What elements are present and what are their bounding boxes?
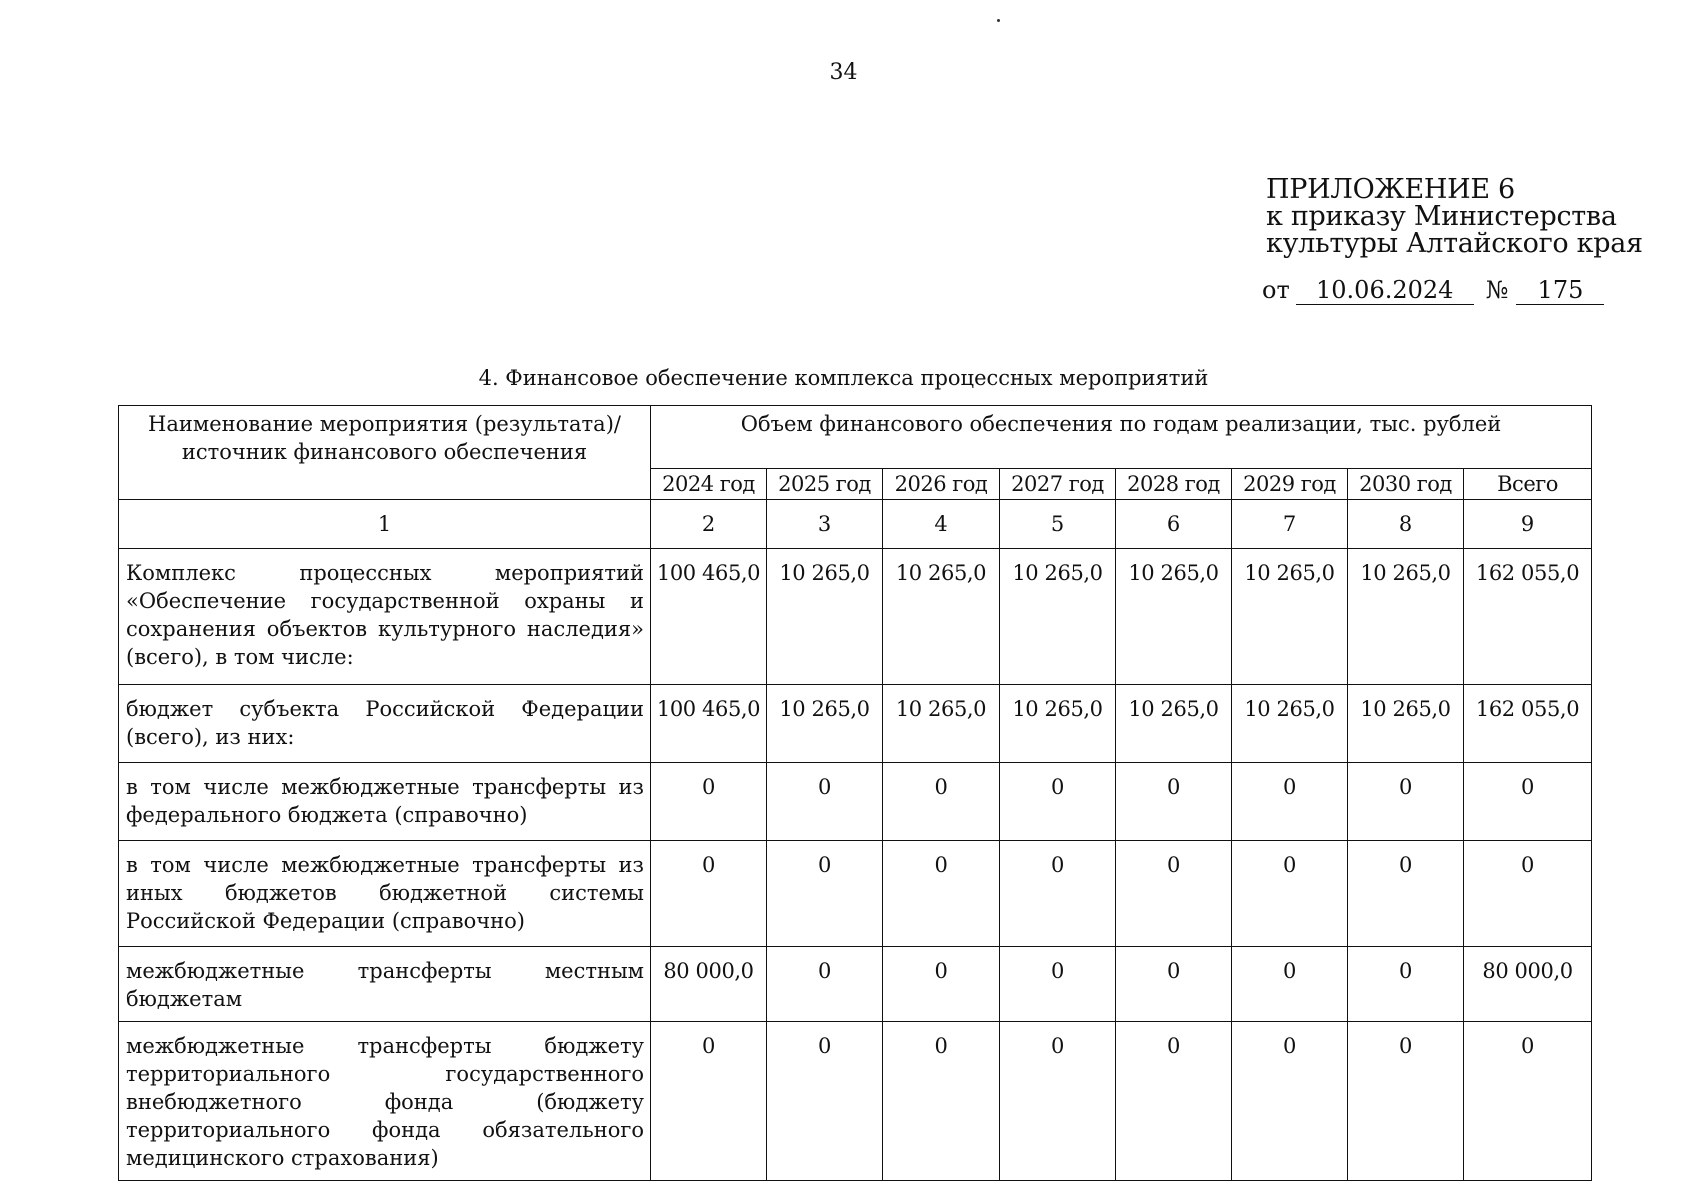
row-total: 80 000,0: [1464, 947, 1592, 1022]
row-value: 10 265,0: [1000, 549, 1116, 685]
row-value: 10 265,0: [1232, 685, 1348, 763]
row-value: 0: [1232, 763, 1348, 841]
row-value: 10 265,0: [883, 685, 1000, 763]
year-cell: 2025 год: [767, 469, 883, 500]
row-value: 0: [883, 763, 1000, 841]
row-value: 0: [883, 1022, 1000, 1181]
appendix-header: [1266, 176, 1643, 257]
row-value: 0: [651, 763, 767, 841]
row-value: 0: [651, 1022, 767, 1181]
table-row: [119, 549, 1592, 685]
table-row: [119, 947, 1592, 1022]
column-number-row: [119, 500, 1592, 549]
row-value: 10 265,0: [1232, 549, 1348, 685]
row-value: 0: [1116, 763, 1232, 841]
column-number: 8: [1348, 500, 1464, 549]
row-value: 100 465,0: [651, 549, 767, 685]
row-value: 80 000,0: [651, 947, 767, 1022]
row-value: 0: [1232, 1022, 1348, 1181]
column-number: 6: [1116, 500, 1232, 549]
row-total: 162 055,0: [1464, 685, 1592, 763]
row-value: 0: [1000, 763, 1116, 841]
year-cell: 2026 год: [883, 469, 1000, 500]
row-total: 162 055,0: [1464, 549, 1592, 685]
row-value: 10 265,0: [767, 549, 883, 685]
row-name: межбюджетные трансферты бюджету территориального государственного внебюджетного фонда (бюджету территориального фонда обязательного медицинского страхования): [119, 1022, 651, 1181]
row-value: 0: [883, 947, 1000, 1022]
table-row: [119, 841, 1592, 947]
row-value: 0: [767, 947, 883, 1022]
table-row: [119, 1022, 1592, 1181]
row-value: 10 265,0: [1116, 685, 1232, 763]
row-value: 0: [767, 841, 883, 947]
row-total: 0: [1464, 1022, 1592, 1181]
total-header-cell: Всего: [1464, 469, 1592, 500]
column-number: 9: [1464, 500, 1592, 549]
row-value: 0: [1348, 947, 1464, 1022]
row-value: 10 265,0: [1348, 685, 1464, 763]
column-number: 3: [767, 500, 883, 549]
header-volume-cell: Объем финансового обеспечения по годам реализации, тыс. рублей: [651, 406, 1592, 469]
financing-table: [118, 405, 1592, 1181]
row-value: 0: [767, 1022, 883, 1181]
row-total: 0: [1464, 763, 1592, 841]
column-number: 7: [1232, 500, 1348, 549]
row-value: 10 265,0: [883, 549, 1000, 685]
order-number: 175: [1516, 276, 1604, 305]
column-number: 1: [119, 500, 651, 549]
row-value: 10 265,0: [1000, 685, 1116, 763]
row-value: 0: [1116, 1022, 1232, 1181]
header-name-cell: Наименование мероприятия (результата)/ источник финансового обеспечения: [119, 406, 651, 500]
row-value: 0: [1348, 763, 1464, 841]
row-value: 0: [1116, 841, 1232, 947]
row-value: 10 265,0: [1348, 549, 1464, 685]
year-cell: 2029 год: [1232, 469, 1348, 500]
header-row: [119, 406, 1592, 469]
row-name: в том числе межбюджетные трансферты из федерального бюджета (справочно): [119, 763, 651, 841]
section-title: 4. Финансовое обеспечение комплекса процессных мероприятий: [478, 366, 1209, 390]
appendix-title: ПРИЛОЖЕНИЕ 6: [1266, 174, 1515, 205]
row-name: в том числе межбюджетные трансферты из иных бюджетов бюджетной системы Российской Федерации (справочно): [119, 841, 651, 947]
row-value: 10 265,0: [1116, 549, 1232, 685]
row-value: 0: [651, 841, 767, 947]
order-date: 10.06.2024: [1296, 276, 1474, 305]
row-name: Комплекс процессных мероприятий «Обеспечение государственной охраны и сохранения объектов культурного наследия» (всего), в том числе:: [119, 549, 651, 685]
column-number: 2: [651, 500, 767, 549]
column-number: 5: [1000, 500, 1116, 549]
year-cell: 2024 год: [651, 469, 767, 500]
row-value: 0: [1232, 947, 1348, 1022]
row-value: 0: [1000, 947, 1116, 1022]
row-value: 0: [1348, 1022, 1464, 1181]
row-value: 0: [767, 763, 883, 841]
row-value: 0: [1348, 841, 1464, 947]
order-date-line: [1262, 276, 1604, 305]
row-name: бюджет субъекта Российской Федерации (всего), из них:: [119, 685, 651, 763]
appendix-line-2: к приказу Министерства: [1266, 201, 1617, 232]
row-value: 10 265,0: [767, 685, 883, 763]
row-value: 100 465,0: [651, 685, 767, 763]
date-prefix: от: [1262, 276, 1290, 304]
row-value: 0: [883, 841, 1000, 947]
year-cell: 2027 год: [1000, 469, 1116, 500]
year-cell: 2028 год: [1116, 469, 1232, 500]
row-value: 0: [1000, 1022, 1116, 1181]
row-value: 0: [1000, 841, 1116, 947]
page-number: 34: [829, 60, 858, 85]
table-row: [119, 685, 1592, 763]
column-number: 4: [883, 500, 1000, 549]
number-prefix: №: [1485, 276, 1509, 304]
row-name: межбюджетные трансферты местным бюджетам: [119, 947, 651, 1022]
row-value: 0: [1116, 947, 1232, 1022]
row-total: 0: [1464, 841, 1592, 947]
table-row: [119, 763, 1592, 841]
appendix-line-3: культуры Алтайского края: [1266, 228, 1643, 259]
scan-speck: [997, 19, 1000, 22]
row-value: 0: [1232, 841, 1348, 947]
year-cell: 2030 год: [1348, 469, 1464, 500]
